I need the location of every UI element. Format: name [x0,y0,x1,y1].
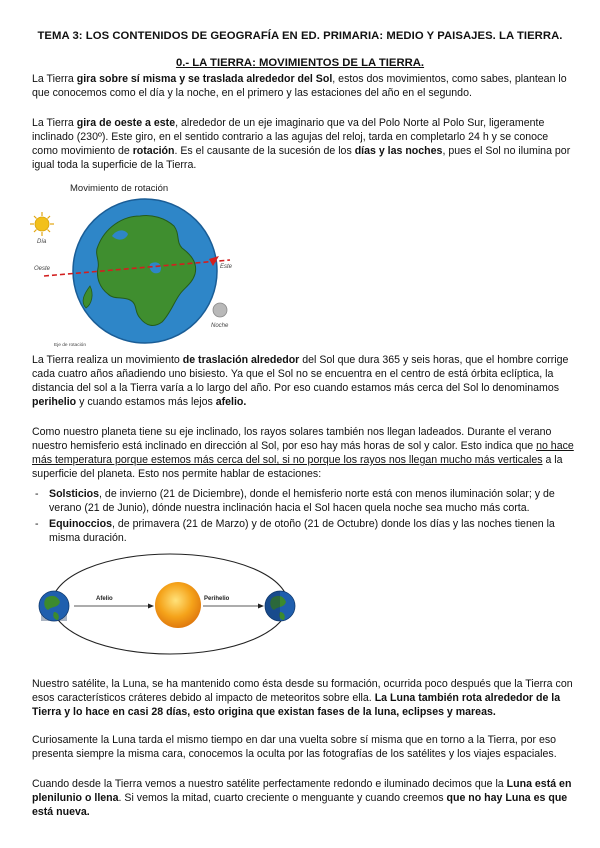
paragraph-moon-phases [32,777,577,819]
bold-text: afelio. [215,396,247,408]
rotation-diagram [30,176,245,348]
paragraph-moon-face [32,733,577,761]
text: y cuando estamos más lejos [76,396,216,408]
dia-label: Día [37,239,47,245]
bold-text: La Luna también rota alrededor de la Tierra y lo hace en casi 28 días, esto origina que existan fases de la luna, eclipses y mareas. [32,692,561,718]
text: , de primavera (21 de Marzo) y de otoño (21 de Octubre) donde los días y las noches tienen la misma duración. [49,518,555,544]
sun-icon [30,212,54,236]
text: Curiosamente la Luna tarda el mismo tiempo en dar una vuelta sobre sí misma que en torno a la Tierra, por eso presenta siempre la misma cara, conocemos la oculta por las fotografías de los satélites y los viajes espaciales. [32,734,557,760]
oeste-label: Oeste [34,266,51,272]
sun-icon [155,582,201,628]
bold-text: días y las noches [354,145,443,157]
paragraph-moon [32,677,577,719]
text: Nuestro satélite, la Luna, se ha mantenido como ésta desde su formación, ocurrida poco después que la Tierra con esos característicos cráteres debido al impacto de meteoritos sobre ella. [32,678,573,704]
eje-label: Eje de rotación [54,343,86,348]
paragraph-rotation [32,116,577,172]
text: . Es el causante de la sucesión de los [174,145,355,157]
paragraph-seasons [32,425,577,481]
text: , pues el Sol no ilumina por igual toda la superficie de la Tierra. [32,145,571,171]
moon-icon [213,303,227,317]
arrow-right-icon [148,604,154,609]
bold-text: que no hay Luna es que está nueva. [32,792,568,818]
earth-aphelion-icon [39,591,69,622]
bullet-dash: - [35,518,39,530]
bold-text: Solsticios [49,488,100,500]
este-label: Este [220,264,233,270]
arrow-right-icon [258,604,264,609]
bold-text: perihelio [32,396,77,408]
list-item-equinoccios [32,517,577,545]
underlined-text: no hace más temperatura porque estemos más cerca del sol, si no porque los rayos nos llegan mucho más verticales [32,440,574,466]
text: Cuando desde la Tierra vemos a nuestro satélite perfectamente redondo e iluminado decimos que la [32,778,507,790]
bold-text: gira de oeste a este [76,117,176,129]
text: Como nuestro planeta tiene su eje inclinado, los rayos solares también nos llegan ladeados. Durante el verano nuestro hemisferio está inclinado en dirección al Sol, por eso hay más horas de sol y calor. Esto indica que [32,426,552,452]
orbit-diagram [34,548,304,658]
text: del Sol que dura 365 y seis horas, que el hombre corrige cada cuatro años añadiendo uno bisiesto. Ya que el Sol no se encuentra en el centro de está órbita eclíptica, la distancia del sol a la Tierra varía a lo largo del año. Por eso cuando estamos más cerca del Sol lo denominamos [32,354,569,394]
text: La Tierra [32,117,77,129]
text: a la superficie del planeta. Esto nos permite hablar de estaciones: [32,454,563,480]
text: . Si vemos la mitad, cuarto creciente o menguante y cuando creemos [118,792,447,804]
afelio-label: Afelio [96,596,113,602]
list-item-solsticios [32,487,577,515]
paragraph-translation [32,353,577,409]
bold-text: rotación [132,145,175,157]
bold-text: de traslación alrededor [182,354,300,366]
bold-text: gira sobre sí misma y se traslada alrededor del Sol [76,73,333,85]
bullet-dash: - [35,488,39,500]
text: , alrededor de un eje imaginario que va del Polo Norte al Polo Sur, ligeramente inclinado (230º). Este giro, en el sentido contrario a las agujas del reloj, tarda en completarlo 24 h y se conoce como movimiento de [32,117,549,157]
text: , de invierno (21 de Diciembre), donde el hemisferio norte está con menos iluminación solar; y de verano (21 de Junio), dónde nuestra inclinación hacia el Sol hacen quela noche sea mucho más corta. [49,488,555,514]
bold-text: Luna está en plenilunio o llena [32,778,572,804]
section-title: 0.- LA TIERRA: MOVIMIENTOS DE LA TIERRA. [175,57,425,69]
text: La Tierra realiza un movimiento [32,354,183,366]
earth-perihelion-icon [265,591,295,621]
rotation-diagram-title: Movimiento de rotación [70,183,169,194]
bold-text: Equinoccios [49,518,112,530]
noche-label: Noche [211,323,229,329]
text: , estos dos movimientos, como sabes, plantean lo que conocemos como el día y la noche, en el primero y las estaciones del año en el segundo. [32,73,567,99]
text: La Tierra [32,73,77,85]
perihelio-label: Perihelio [204,596,230,602]
paragraph-intro [32,72,577,100]
page-title: TEMA 3: LOS CONTENIDOS DE GEOGRAFÍA EN ED. PRIMARIA: MEDIO Y PAISAJES. LA TIERRA. [37,30,563,42]
